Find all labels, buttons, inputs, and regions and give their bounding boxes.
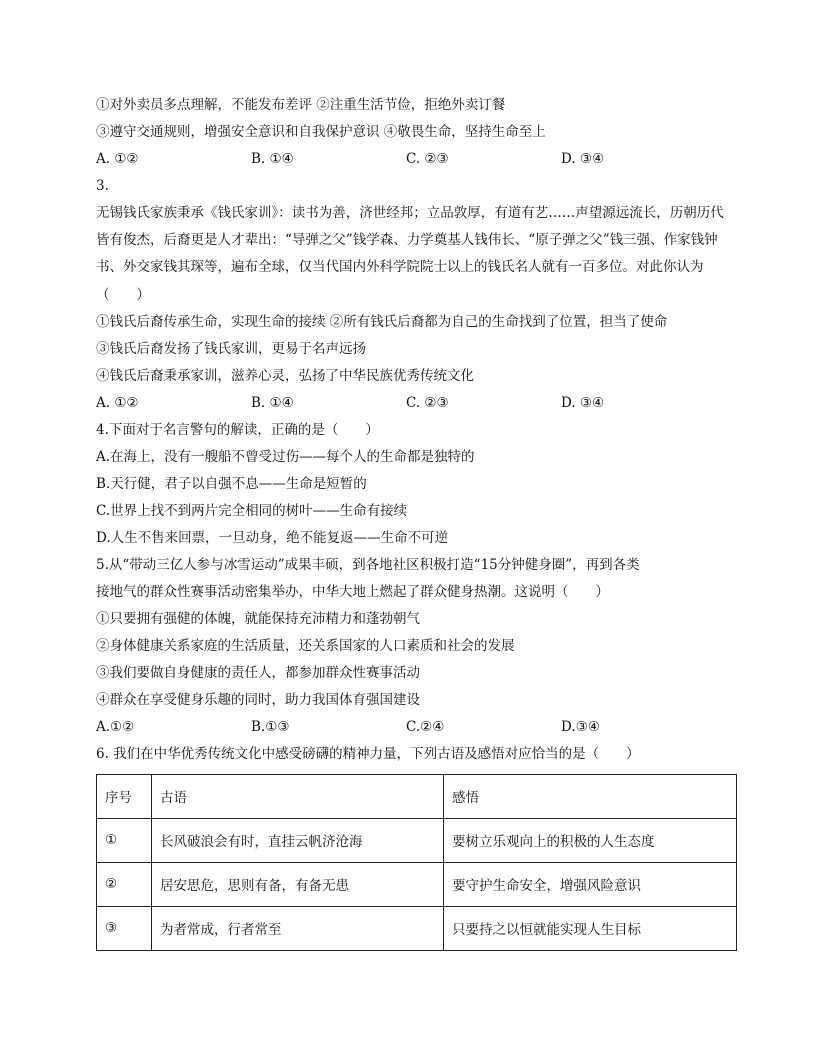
q3-number: 3. [96,178,109,194]
q5-stem-line-2: 接地气的群众性赛事活动密集举办，中华大地上燃起了群众健身热潮。这说明（ ） [96,583,609,600]
q3-item-1: ①钱氏后裔传承生命，实现生命的接续 ②所有钱氏后裔都为自己的生命找到了位置，担当了使命 [96,313,668,330]
q2-option-a: A. ①② [96,151,139,167]
q2-option-d: D. ③④ [561,151,605,167]
q3-item-3: ④钱氏后裔秉承家训，滋养心灵，弘扬了中华民族优秀传统文化 [96,367,474,384]
table-row [97,906,737,950]
q2-item-line-2: ③遵守交通规则，增强安全意识和自我保护意识 ④敬畏生命，坚持生命至上 [96,124,546,140]
q3-option-d: D. ③④ [561,394,605,411]
q4-option-b: B.天行健，君子以自强不息——生命是短暂的 [96,475,367,492]
q5-option-a: A.①② [96,718,135,735]
table-header-row [97,774,737,818]
q2-options [96,146,736,173]
q4-option-a: A.在海上，没有一艘船不曾受过伤——每个人的生命都是独特的 [96,448,475,465]
document-page [96,92,736,951]
q3-options [96,390,736,417]
table-row [97,862,737,906]
q4-stem: 4.下面对于名言警句的解读，正确的是（ ） [96,421,379,438]
q3-stem: 无锡钱氏家族秉承《钱氏家训》：读书为善，济世经邦；立品敦厚，有道有艺……声望源远流长，历朝历代皆有俊杰，后裔更是人才辈出：“导弹之父”钱学森、力学奠基人钱伟长、“原子弹之父”钱三强、作家钱钟书、外交家钱其琛等，遍布全球，仅当代国内外科学院院士以上的钱氏名人就有一百多位。对此你认为（ ） [96,205,724,303]
q6-stem: 6. 我们在中华优秀传统文化中感受磅礴的精神力量，下列古语及感悟对应恰当的是（ ） [96,745,640,762]
table-row [97,818,737,862]
header-number: 序号 [97,774,152,818]
row-number: ③ [97,906,152,950]
row-insight: 只要持之以恒就能实现人生目标 [444,906,737,950]
q5-option-b: B.①③ [251,718,290,735]
row-insight: 要树立乐观向上的积极的人生态度 [444,818,737,862]
q3-option-a: A. ①② [96,394,139,411]
header-insight: 感悟 [444,774,737,818]
q5-item-2: ②身体健康关系家庭的生活质量，还关系国家的人口素质和社会的发展 [96,637,515,654]
q2-item-line-1: ①对外卖员多点理解，不能发布差评 ②注重生活节俭，拒绝外卖订餐 [96,97,506,113]
q5-option-c: C.②④ [406,718,445,735]
row-quote: 居安思危，思则有备，有备无患 [152,862,444,906]
row-quote: 长风破浪会有时，直挂云帆济沧海 [152,818,444,862]
q5-options [96,714,736,741]
q3-option-c: C. ②③ [406,394,449,411]
q4-option-d: D.人生不售来回票，一旦动身，绝不能复返——生命不可逆 [96,529,449,546]
header-quote: 古语 [152,774,444,818]
q3-item-2: ③钱氏后裔发扬了钱氏家训，更易于名声远扬 [96,340,366,357]
row-insight: 要守护生命安全，增强风险意识 [444,862,737,906]
q5-item-3: ③我们要做自身健康的责任人，都参加群众性赛事活动 [96,664,420,681]
q2-option-b: B. ①④ [251,151,294,167]
row-number: ① [97,818,152,862]
q5-item-1: ①只要拥有强健的体魄，就能保持充沛精力和蓬勃朝气 [96,610,420,627]
q3-option-b: B. ①④ [251,394,294,411]
q6-table [96,774,737,951]
q5-option-d: D.③④ [561,718,600,735]
q4-option-c: C.世界上找不到两片完全相同的树叶——生命有接续 [96,502,408,519]
q5-item-4: ④群众在享受健身乐趣的同时，助力我国体育强国建设 [96,691,420,708]
q5-stem-line-1: 5.从“带动三亿人参与冰雪运动”成果丰硕，到各地社区积极打造“15分钟健身圈”，再到各类 [96,556,640,573]
q2-option-c: C. ②③ [406,151,449,167]
row-number: ② [97,862,152,906]
row-quote: 为者常成，行者常至 [152,906,444,950]
